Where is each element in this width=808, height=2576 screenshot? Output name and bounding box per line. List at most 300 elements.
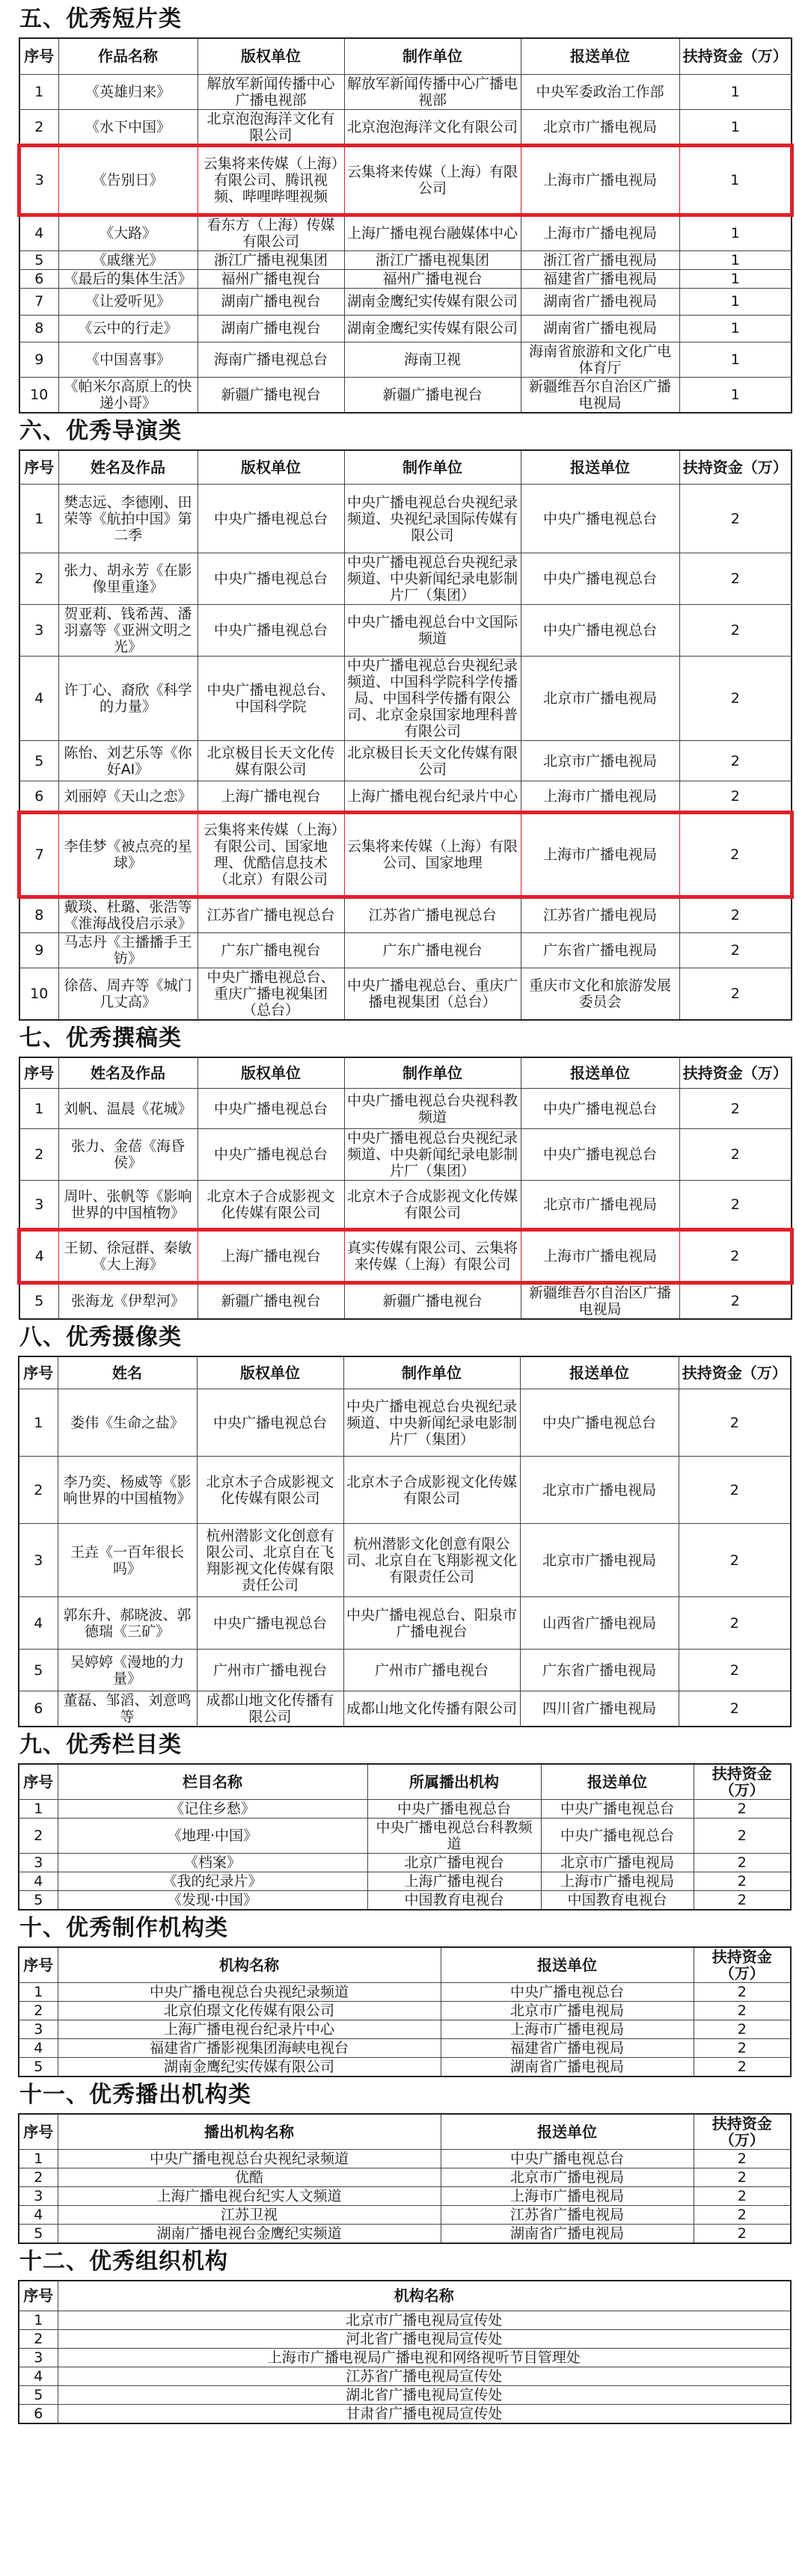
column-header: 制作单位	[344, 38, 521, 74]
column-header: 制作单位	[344, 450, 521, 485]
table-cell: 郭东升、郝晓波、郭德瑞《三矿》	[58, 1597, 197, 1650]
table-cell: 北京市广播电视局	[521, 109, 679, 146]
table-cell: 新疆维吾尔自治区广播电视局	[521, 1282, 679, 1319]
table-row	[19, 1181, 792, 1230]
table-cell: 新疆维吾尔自治区广播电视局	[521, 377, 679, 413]
table-cell: 上海广播电视台纪录片中心	[344, 781, 521, 813]
table-cell: 陈怡、刘艺乐等《你好AI》	[58, 741, 198, 781]
table-cell: 10	[19, 968, 58, 1020]
table-cell: 2	[694, 2206, 791, 2225]
table-cell: 3	[19, 146, 58, 215]
table-cell: 2	[679, 605, 792, 657]
table-row	[19, 1872, 791, 1891]
column-header: 版权单位	[197, 1356, 343, 1389]
table-cell: 广东省广播电视局	[520, 1650, 679, 1691]
table-cell: 中央广播电视总台	[441, 2150, 694, 2168]
table-row	[19, 605, 792, 657]
column-header: 扶持资金（万）	[694, 1764, 791, 1800]
table-cell: 2	[694, 1983, 791, 2002]
table-cell: 中央广播电视总台央视纪录频道、中央新闻纪录电影制片厂（集团）	[344, 553, 521, 605]
table-cell: 1	[19, 1089, 58, 1129]
section-title-directors: 六、优秀导演类	[19, 417, 182, 444]
table-cell: 2	[694, 2187, 791, 2206]
table-cell: 2	[679, 897, 792, 933]
table-cell: 王韧、徐冠群、秦敏《大上海》	[58, 1230, 198, 1282]
table-cell: 1	[19, 74, 58, 109]
table-cell: 中央广播电视总台	[197, 1597, 343, 1650]
table-cell: 湖南省广播电视局	[441, 2058, 694, 2077]
table-cell: 2	[19, 2002, 58, 2020]
column-header: 报送单位	[541, 1764, 694, 1800]
column-header: 序号	[19, 1764, 58, 1800]
table-cell: 福州广播电视台	[198, 269, 344, 288]
table-row	[19, 2311, 791, 2329]
section-title-broadcasters: 十一、优秀播出机构类	[19, 2082, 251, 2108]
table-cell: 2	[19, 553, 58, 605]
table-cell: 2	[679, 1597, 791, 1650]
table-row	[19, 2150, 791, 2168]
table-cell: 1	[19, 1983, 58, 2002]
table-cell: 中央广播电视总台	[521, 1089, 679, 1129]
table-cell: 湖南广播电视台	[198, 315, 344, 342]
table-cell: 吴婷婷《漫地的力量》	[58, 1650, 197, 1691]
table-cell: 中央军委政治工作部	[521, 74, 679, 109]
table-broadcasters	[18, 2113, 792, 2244]
table-header-row	[19, 450, 792, 485]
table-row	[19, 146, 792, 215]
table-cell: 云集将来传媒（上海）有限公司、腾讯视频、哔哩哔哩视频	[198, 146, 344, 215]
table-cell: 3	[19, 605, 58, 657]
table-cell: 2	[679, 657, 792, 741]
column-header: 制作单位	[344, 1057, 521, 1089]
table-cell: 1	[679, 315, 792, 342]
table-cell: 四川省广播电视局	[520, 1691, 679, 1727]
table-row	[19, 2206, 791, 2225]
table-cell: 2	[694, 2150, 791, 2168]
section-title-organizers: 十二、优秀组织机构	[19, 2248, 228, 2275]
table-cell: 海南省旅游和文化广电体育厅	[521, 342, 679, 377]
table-cell: 中央广播电视总台	[541, 1800, 694, 1819]
table-cell: 云集将来传媒（上海）有限公司	[344, 146, 521, 215]
table-programs	[18, 1763, 792, 1911]
column-header: 报送单位	[521, 1057, 679, 1089]
table-cell: 《发现·中国》	[58, 1891, 367, 1911]
table-row	[19, 215, 792, 251]
table-cell: 戴琰、杜璐、张浩等《淮海战役启示录》	[58, 897, 198, 933]
table-cell: 江苏省广播电视总台	[198, 897, 344, 933]
table-cell: 云集将来传媒（上海）有限公司、国家地理	[344, 813, 521, 897]
table-cell: 5	[19, 2385, 58, 2404]
table-cell: 山西省广播电视局	[520, 1597, 679, 1650]
table-row	[19, 1854, 791, 1872]
table-cell: 浙江省广播电视局	[521, 250, 679, 269]
table-row	[19, 553, 792, 605]
table-cell: 成都山地文化传播有限公司	[197, 1691, 343, 1727]
table-cell: 4	[19, 215, 58, 251]
table-cell: 广东广播电视台	[198, 932, 344, 968]
table-cell: 2	[679, 1089, 792, 1129]
table-row	[19, 897, 792, 933]
column-header: 序号	[19, 2114, 58, 2150]
table-cell: 湖南省广播电视局	[441, 2225, 694, 2244]
table-cell: 4	[19, 2206, 58, 2225]
column-header: 作品名称	[58, 38, 198, 74]
table-cell: 河北省广播电视局宣传处	[58, 2329, 791, 2348]
table-cell: 2	[694, 2002, 791, 2020]
table-cell: 中央广播电视总台	[197, 1389, 343, 1457]
table-cell: 上海广播电视台	[198, 781, 344, 813]
column-header: 姓名及作品	[58, 1057, 198, 1089]
table-row	[19, 1282, 792, 1319]
table-row	[19, 2002, 791, 2020]
column-header: 序号	[19, 1356, 58, 1389]
table-cell: 中央广播电视总台、中国科学院	[198, 657, 344, 741]
table-cell: 刘丽婷《天山之恋》	[58, 781, 198, 813]
table-cell: 娄伟《生命之盐》	[58, 1389, 197, 1457]
table-cell: 中央广播电视总台	[541, 1819, 694, 1854]
table-cell: 2	[679, 932, 792, 968]
table-cell: 7	[19, 288, 58, 315]
table-cell: 3	[19, 1524, 58, 1597]
table-scriptwriters	[18, 1057, 793, 1320]
table-header-row	[19, 38, 792, 74]
column-header: 姓名	[58, 1356, 197, 1389]
column-header: 所属播出机构	[367, 1764, 541, 1800]
table-cell: 2	[694, 2058, 791, 2077]
table-cell: 北京市广播电视局宣传处	[58, 2311, 791, 2329]
table-cell: 2	[694, 2225, 791, 2244]
table-row	[19, 1800, 791, 1819]
table-producers	[18, 1946, 792, 2077]
table-cell: 《让爱听见》	[58, 288, 198, 315]
table-row	[19, 1457, 791, 1524]
table-cell: 2	[679, 741, 792, 781]
table-cell: 张力、金蓓《海昏侯》	[58, 1129, 198, 1181]
table-cell: 《英雄归来》	[58, 74, 198, 109]
table-cell: 湖南广播电视台	[198, 288, 344, 315]
table-row	[19, 2187, 791, 2206]
table-cell: 上海市广播电视局	[521, 1230, 679, 1282]
table-cell: 中央广播电视总台	[520, 1389, 679, 1457]
table-cell: 1	[19, 1389, 58, 1457]
table-cell: 广州市广播电视台	[197, 1650, 343, 1691]
table-cell: 中央广播电视总台、阳泉市广播电视台	[343, 1597, 520, 1650]
table-cell: 6	[19, 781, 58, 813]
table-cell: 中央广播电视总台	[521, 605, 679, 657]
table-row	[19, 1691, 791, 1727]
table-row	[19, 968, 792, 1020]
table-cell: 张力、胡永芳《在影像里重逢》	[58, 553, 198, 605]
table-cell: 3	[19, 1181, 58, 1230]
table-cell: 6	[19, 269, 58, 288]
table-cell: 2	[679, 781, 792, 813]
table-cell: 北京伯璟文化传媒有限公司	[58, 2002, 441, 2020]
column-header: 报送单位	[521, 450, 679, 485]
table-row	[19, 109, 792, 146]
table-cell: 中央广播电视总台	[521, 1129, 679, 1181]
table-cell: 董磊、邹滔、刘意鸣等	[58, 1691, 197, 1727]
table-cell: 上海广播电视台	[198, 1230, 344, 1282]
table-cell: 2	[19, 1457, 58, 1524]
table-cell: 4	[19, 1872, 58, 1891]
column-header: 扶持资金（万）	[679, 38, 792, 74]
table-cell: 5	[19, 741, 58, 781]
table-cell: 2	[19, 1819, 58, 1854]
table-row	[19, 342, 792, 377]
table-row	[19, 2367, 791, 2385]
table-cell: 6	[19, 2404, 58, 2423]
table-cell: 湖北省广播电视局宣传处	[58, 2385, 791, 2404]
table-cell: 湖南广播电视台金鹰纪实频道	[58, 2225, 441, 2244]
table-cell: 中央广播电视总台	[198, 605, 344, 657]
table-cell: 1	[679, 146, 792, 215]
table-directors	[18, 449, 793, 1021]
table-organizers	[18, 2280, 792, 2424]
table-cell: 北京广播电视台	[367, 1854, 541, 1872]
table-cell: 2	[694, 1854, 791, 1872]
table-row	[19, 315, 792, 342]
table-cell: 成都山地文化传播有限公司	[343, 1691, 520, 1727]
table-header-row	[19, 1356, 791, 1389]
table-cell: 2	[679, 1129, 792, 1181]
table-cell: 2	[679, 1524, 791, 1597]
column-header: 序号	[19, 1057, 58, 1089]
table-cell: 上海市广播电视局	[521, 813, 679, 897]
table-cell: 王垚《一百年很长吗》	[58, 1524, 197, 1597]
table-cell: 解放军新闻传播中心广播电视部	[344, 74, 521, 109]
table-cell: 浙江广播电视集团	[198, 250, 344, 269]
table-cell: 上海市广播电视局	[521, 146, 679, 215]
table-cell: 刘帆、温晨《花城》	[58, 1089, 198, 1129]
table-cell: 北京市广播电视局	[521, 1181, 679, 1230]
table-cell: 1	[679, 215, 792, 251]
table-cell: 江苏省广播电视总台	[344, 897, 521, 933]
section-title-short-films: 五、优秀短片类	[19, 6, 182, 32]
column-header: 扶持资金（万）	[694, 1947, 791, 1983]
table-row	[19, 2020, 791, 2039]
table-cell: 中国教育电视台	[367, 1891, 541, 1911]
table-row	[19, 1524, 791, 1597]
table-cell: 中央广播电视总台中文国际频道	[344, 605, 521, 657]
table-cell: 徐蓓、周卉等《城门几丈高》	[58, 968, 198, 1020]
table-cell: 4	[19, 1230, 58, 1282]
table-cell: 2	[679, 1230, 792, 1282]
table-cell: 《档案》	[58, 1854, 367, 1872]
column-header: 序号	[19, 450, 58, 485]
table-row	[19, 2168, 791, 2187]
column-header: 播出机构名称	[58, 2114, 441, 2150]
table-cell: 8	[19, 897, 58, 933]
table-cell: 中央广播电视总台	[198, 485, 344, 553]
table-row	[19, 932, 792, 968]
table-row	[19, 377, 792, 413]
table-row	[19, 1650, 791, 1691]
table-header-row	[19, 1057, 792, 1089]
table-cell: 1	[679, 250, 792, 269]
table-header-row	[19, 1764, 791, 1800]
section-title-producers: 十、优秀制作机构类	[19, 1915, 228, 1941]
table-cell: 中央广播电视总台	[521, 485, 679, 553]
table-cell: 2	[679, 1282, 792, 1319]
table-cell: 贺亚莉、钱希茜、潘羽嘉等《亚洲文明之光》	[58, 605, 198, 657]
table-cell: 李佳梦《被点亮的星球》	[58, 813, 198, 897]
table-cell: 福建省广播电视局	[441, 2039, 694, 2058]
table-cell: 新疆广播电视台	[344, 1282, 521, 1319]
table-cell: 《云中的行走》	[58, 315, 198, 342]
table-cell: 2	[694, 1872, 791, 1891]
table-cell: 中央广播电视总台、重庆广播电视集团（总台）	[344, 968, 521, 1020]
table-cell: 北京极目长天文化传媒有限公司	[344, 741, 521, 781]
column-header: 栏目名称	[58, 1764, 367, 1800]
table-cell: 2	[694, 2168, 791, 2187]
table-cell: 2	[679, 1650, 791, 1691]
table-cell: 中央广播电视总台央视纪录频道、中央新闻纪录电影制片厂（集团）	[343, 1389, 520, 1457]
table-cell: 上海市广播电视局广播电视和网络视听节目管理处	[58, 2348, 791, 2367]
table-cell: 湖南省广播电视局	[521, 315, 679, 342]
column-header: 扶持资金（万）	[679, 450, 792, 485]
table-row	[19, 781, 792, 813]
table-cell: 真实传媒有限公司、云集将来传媒（上海）有限公司	[344, 1230, 521, 1282]
table-row	[19, 1983, 791, 2002]
table-row	[19, 485, 792, 553]
table-cell: 上海广播电视台纪实人文频道	[58, 2187, 441, 2206]
table-cell: 中央广播电视总台	[367, 1800, 541, 1819]
table-cell: 《大路》	[58, 215, 198, 251]
table-cell: 中央广播电视总台	[198, 553, 344, 605]
table-cell: 上海市广播电视局	[441, 2020, 694, 2039]
table-cell: 湖南金鹰纪实传媒有限公司	[58, 2058, 441, 2077]
table-cell: 北京木子合成影视文化传媒有限公司	[198, 1181, 344, 1230]
table-cell: 浙江广播电视集团	[344, 250, 521, 269]
table-cell: 江苏省广播电视局宣传处	[58, 2367, 791, 2385]
column-header: 机构名称	[58, 1947, 441, 1983]
table-cell: 上海广播电视台纪录片中心	[58, 2020, 441, 2039]
table-short-films	[18, 37, 793, 414]
table-cell: 2	[19, 1129, 58, 1181]
table-row	[19, 1389, 791, 1457]
table-cell: 张海龙《伊犁河》	[58, 1282, 198, 1319]
column-header: 版权单位	[198, 1057, 344, 1089]
column-header: 扶持资金（万）	[679, 1057, 792, 1089]
table-row	[19, 657, 792, 741]
table-cell: 中央广播电视总台	[198, 1089, 344, 1129]
table-header-row	[19, 1947, 791, 1983]
table-cell: 5	[19, 2225, 58, 2244]
column-header: 报送单位	[521, 38, 679, 74]
table-cinematography	[18, 1356, 792, 1728]
table-cell: 北京市广播电视局	[521, 741, 679, 781]
table-cell: 樊志远、李德刚、田荣等《航拍中国》第二季	[58, 485, 198, 553]
table-cell: 北京市广播电视局	[441, 2002, 694, 2020]
table-cell: 2	[679, 1181, 792, 1230]
table-cell: 3	[19, 2020, 58, 2039]
table-cell: 李乃奕、杨威等《影响世界的中国植物》	[58, 1457, 197, 1524]
table-cell: 杭州潜影文化创意有限公司、北京自在飞翔影视文化有限责任公司	[343, 1524, 520, 1597]
table-cell: 2	[679, 1389, 791, 1457]
table-row	[19, 813, 792, 897]
table-cell: 解放军新闻传播中心广播电视部	[198, 74, 344, 109]
section-title-programs: 九、优秀栏目类	[19, 1732, 182, 1758]
table-row	[19, 2348, 791, 2367]
section-title-scriptwriters: 七、优秀撰稿类	[19, 1024, 182, 1051]
table-row	[19, 2039, 791, 2058]
column-header: 扶持资金（万）	[679, 1356, 791, 1389]
table-row	[19, 288, 792, 315]
table-cell: 《最后的集体生活》	[58, 269, 198, 288]
table-cell: 2	[679, 553, 792, 605]
table-cell: 《记住乡愁》	[58, 1800, 367, 1819]
table-cell: 上海市广播电视局	[521, 215, 679, 251]
column-header: 序号	[19, 1947, 58, 1983]
table-cell: 中央广播电视总台	[441, 1983, 694, 2002]
column-header: 版权单位	[198, 38, 344, 74]
table-cell: 4	[19, 2367, 58, 2385]
table-cell: 2	[19, 2329, 58, 2348]
table-cell: 北京木子合成影视文化传媒有限公司	[344, 1181, 521, 1230]
table-cell: 10	[19, 377, 58, 413]
table-cell: 湖南金鹰纪实传媒有限公司	[344, 315, 521, 342]
table-cell: 3	[19, 2187, 58, 2206]
table-cell: 1	[679, 288, 792, 315]
column-header: 序号	[19, 38, 58, 74]
table-cell: 2	[679, 485, 792, 553]
table-cell: 2	[679, 813, 792, 897]
table-row	[19, 1819, 791, 1854]
table-cell: 上海市广播电视局	[521, 781, 679, 813]
document	[18, 4, 790, 2424]
table-cell: 1	[679, 377, 792, 413]
table-cell: 5	[19, 250, 58, 269]
table-cell: 中央广播电视总台央视纪录频道	[58, 2150, 441, 2168]
table-cell: 5	[19, 2058, 58, 2077]
table-cell: 1	[679, 342, 792, 377]
table-cell: 马志丹《主播播手王钫》	[58, 932, 198, 968]
table-cell: 1	[679, 109, 792, 146]
table-cell: 甘肃省广播电视局宣传处	[58, 2404, 791, 2423]
table-cell: 上海市广播电视局	[541, 1872, 694, 1891]
table-cell: 1	[19, 2150, 58, 2168]
table-row	[19, 1891, 791, 1911]
table-cell: 1	[679, 269, 792, 288]
table-cell: 5	[19, 1282, 58, 1319]
table-cell: 3	[19, 1854, 58, 1872]
table-cell: 新疆广播电视台	[198, 1282, 344, 1319]
column-header: 报送单位	[520, 1356, 679, 1389]
table-cell: 9	[19, 932, 58, 968]
table-cell: 北京市广播电视局	[521, 657, 679, 741]
table-cell: 《帕米尔高原上的快递小哥》	[58, 377, 198, 413]
table-cell: 4	[19, 1597, 58, 1650]
table-cell: 《地理·中国》	[58, 1819, 367, 1854]
table-cell: 新疆广播电视台	[198, 377, 344, 413]
table-row	[19, 2404, 791, 2423]
column-header: 版权单位	[198, 450, 344, 485]
table-cell: 8	[19, 315, 58, 342]
table-cell: 4	[19, 2039, 58, 2058]
table-cell: 中央广播电视总台、重庆广播电视集团（总台）	[198, 968, 344, 1020]
table-row	[19, 1597, 791, 1650]
table-row	[19, 2058, 791, 2077]
table-cell: 5	[19, 1650, 58, 1691]
table-row	[19, 2329, 791, 2348]
table-cell: 北京市广播电视局	[541, 1854, 694, 1872]
table-cell: 新疆广播电视台	[344, 377, 521, 413]
table-cell: 杭州潜影文化创意有限公司、北京自在飞翔影视文化传媒有限责任公司	[197, 1524, 343, 1597]
table-cell: 北京木子合成影视文化传媒有限公司	[197, 1457, 343, 1524]
table-cell: 1	[679, 74, 792, 109]
table-cell: 2	[694, 1800, 791, 1819]
table-cell: 广东省广播电视局	[521, 932, 679, 968]
